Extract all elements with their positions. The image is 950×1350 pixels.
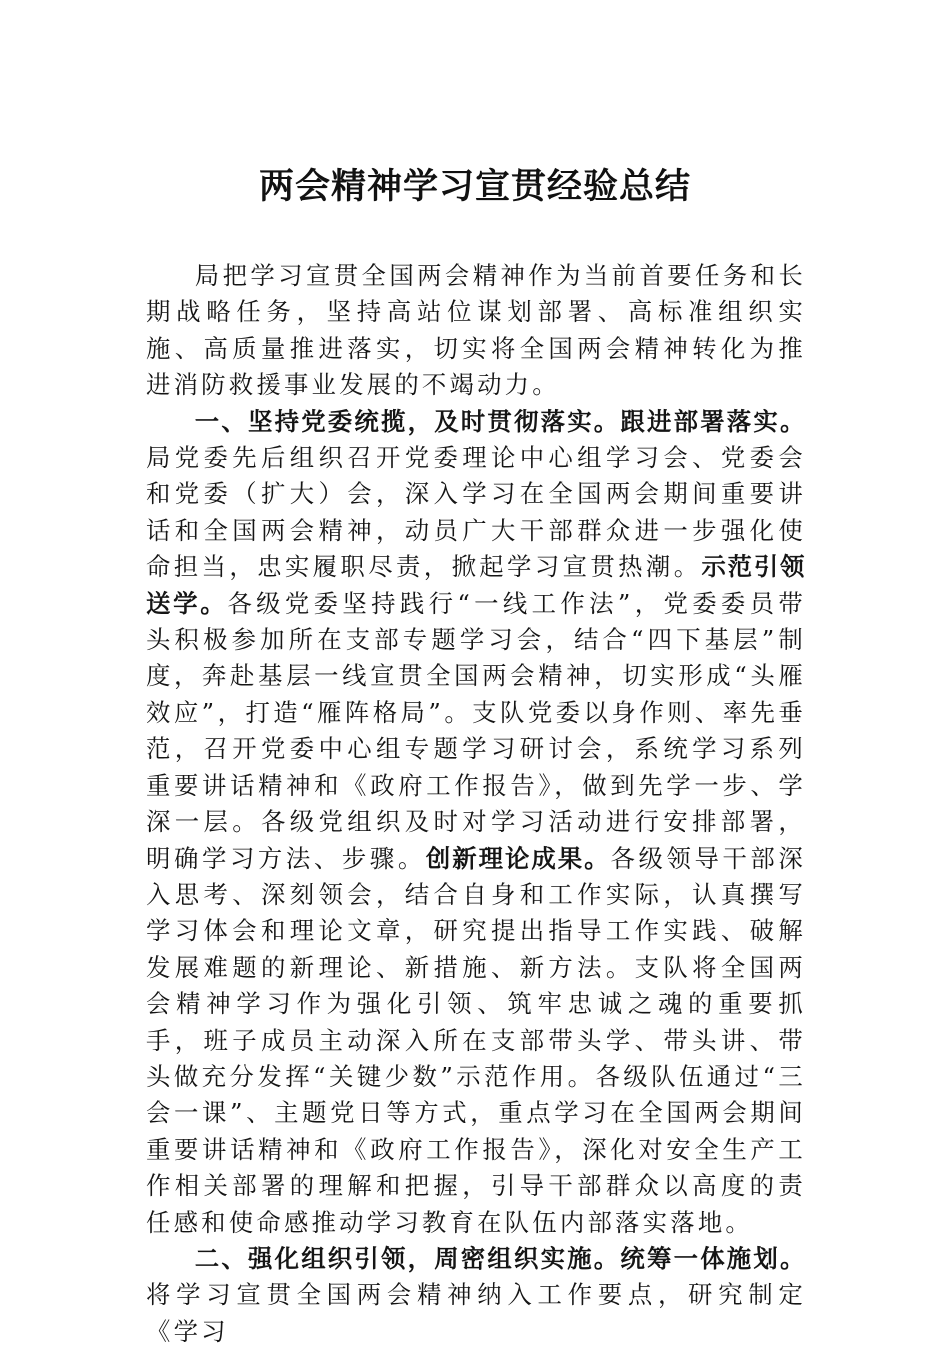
document-title: 两会精神学习宣贯经验总结 [258,167,691,207]
section-1-subheading-c: 创新理论成果。 [425,843,611,873]
section-1-heading: 一、坚持党委统揽，及时贯彻落实。跟进部署落实。 [194,406,806,436]
section-1-subheading-b: 示范引领送学。 [146,552,806,618]
section-2-heading: 二、强化组织引领，周密组织实施。统筹一体施划。 [194,1243,806,1273]
section-2-text-a: 将学习宣贯全国两会精神纳入工作要点，研究制定《学习 [146,1280,806,1346]
section-1-paragraph [146,404,806,1241]
document-body [146,258,806,1350]
section-1-text-b: 各级党委坚持践行“一线工作法”，党委委员带头积极参加所在支部专题学习会，结合“四下基层”制度，奔赴基层一线宣贯全国两会精神，切实形成“头雁效应”，打造“雁阵格局”。支队党委以身作则、率先垂范，召开党委中心组专题学习研讨会，系统学习系列重要讲话精神和《政府工作报告》，做到先学一步、学深一层。各级党组织及时对学习活动进行安排部署，明确学习方法、步骤。 [146,588,807,873]
section-1-text-c: 各级领导干部深入思考、深刻领会，结合自身和工作实际，认真撰写学习体会和理论文章，研究提出指导工作实践、破解发展难题的新理论、新措施、新方法。支队将全国两会精神学习作为强化引领、筑牢忠诚之魂的重要抓手，班子成员主动深入所在支部带头学、带头讲、带头做充分发挥“关键少数”示范作用。各级队伍通过“三会一课”、主题党日等方式，重点学习在全国两会期间重要讲话精神和《政府工作报告》，深化对安全生产工作相关部署的理解和把握，引导干部群众以高度的责任感和使命感推动学习教育在队伍内部落实落地。 [146,843,806,1237]
section-2-paragraph [146,1241,806,1350]
intro-paragraph: 局把学习宣贯全国两会精神作为当前首要任务和长期战略任务，坚持高站位谋划部署、高标准组织实施、高质量推进落实，切实将全国两会精神转化为推进消防救援事业发展的不竭动力。 [146,261,806,400]
section-1-text-a: 局党委先后组织召开党委理论中心组学习会、党委会和党委（扩大）会，深入学习在全国两会期间重要讲话和全国两会精神，动员广大干部群众进一步强化使命担当，忠实履职尽责，掀起学习宣贯热潮。 [146,443,806,582]
